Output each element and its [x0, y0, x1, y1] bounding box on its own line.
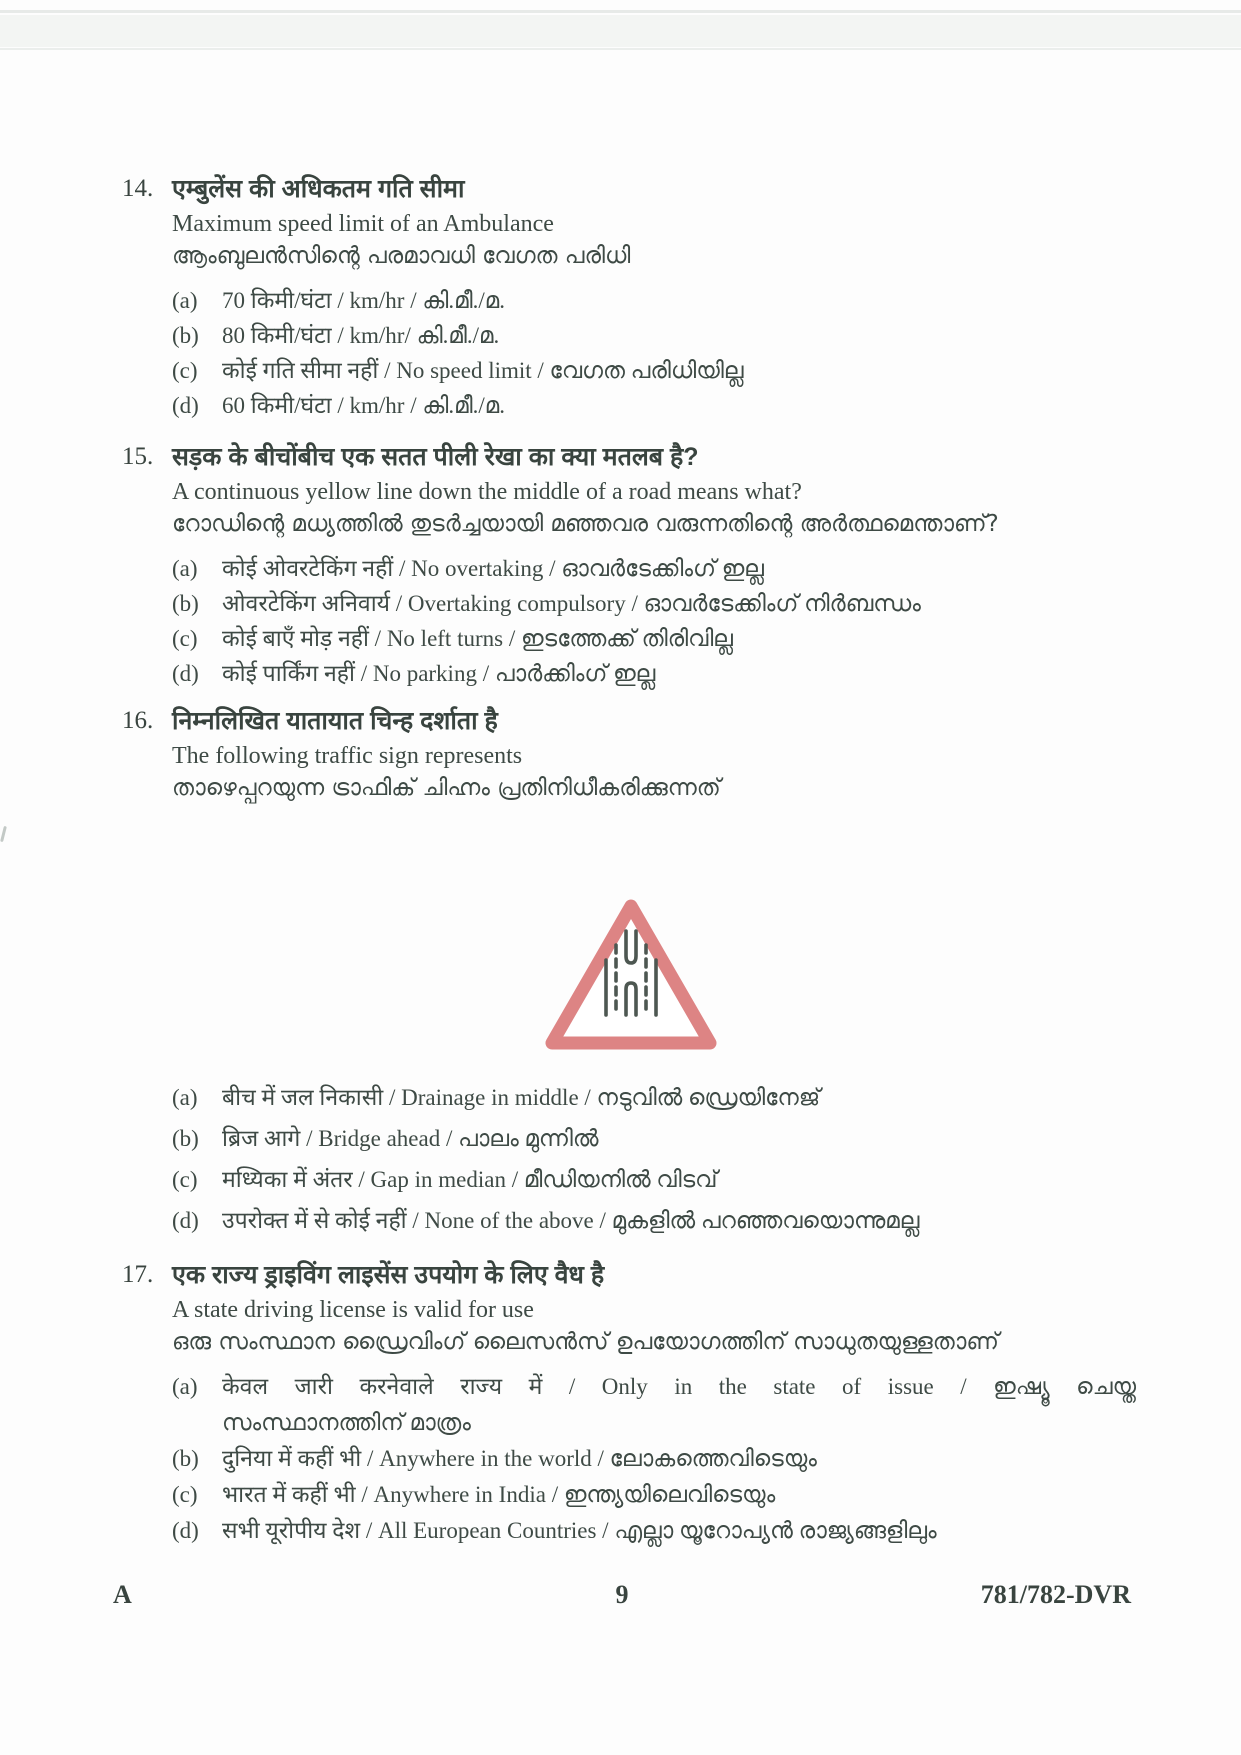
option-a: [172, 551, 1136, 586]
option-a: [172, 1077, 1136, 1118]
option-label: (c): [172, 626, 198, 651]
option-label: (c): [172, 1167, 198, 1192]
option-label: (b): [172, 1126, 199, 1151]
option-d: [172, 388, 1136, 423]
paper-code: 781/782-DVR: [980, 1580, 1131, 1609]
option-c: [172, 621, 1136, 656]
option-d: [172, 656, 1136, 691]
option-b: [172, 586, 1136, 621]
option-text: कोई बाएँ मोड़ नहीं / No left turns / ഇടത്തേക്ക് തിരിവില്ല: [222, 626, 733, 651]
question-prompt-malayalam: ആംബുലൻസിന്റെ പരമാവധി വേഗത പരിധി: [172, 243, 631, 269]
option-label: (b): [172, 591, 199, 616]
question-16-options: [172, 1077, 1136, 1241]
question-prompt-hindi: एक राज्य ड्राइविंग लाइसेंस उपयोग के लिए वैध है: [172, 1261, 605, 1289]
option-label: (c): [172, 358, 198, 383]
option-text-line2: സംസ്ഥാനത്തിന് മാത്രം: [222, 1410, 471, 1435]
scan-artifact-line: [0, 10, 1241, 13]
option-label: (a): [172, 288, 198, 313]
question-prompt-hindi: सड़क के बीचोंबीच एक सतत पीली रेखा का क्या मतलब है?: [172, 443, 699, 471]
warning-triangle-border: [552, 906, 710, 1043]
margin-stray-mark: [0, 826, 7, 842]
option-c: [172, 353, 1136, 388]
question-prompt-english: A state driving license is valid for use: [172, 1297, 534, 1323]
option-text: बीच में जल निकासी / Drainage in middle / നടുവിൽ ഡ്രെയിനേജ്: [222, 1085, 821, 1110]
question-number: 14.: [122, 175, 154, 202]
option-text: 70 किमी/घंटा / km/hr / കി.മീ./മ.: [222, 288, 505, 313]
question-prompt-english: Maximum speed limit of an Ambulance: [172, 211, 554, 237]
question-prompt-hindi: निम्नलिखित यातायात चिन्ह दर्शाता है: [172, 707, 498, 735]
option-label: (d): [172, 393, 199, 418]
option-label: (d): [172, 1518, 199, 1543]
question-prompt-malayalam: താഴെപ്പറയുന്ന ട്രാഫിക് ചിഹ്നം പ്രതിനിധീകരിക്കുന്നത്: [172, 775, 721, 801]
option-text: ओवरटेकिंग अनिवार्य / Overtaking compulsory / ഓവർടേക്കിംഗ് നിർബന്ധം: [222, 591, 921, 616]
option-text: कोई ओवरटेकिंग नहीं / No overtaking / ഓവർടേക്കിംഗ് ഇല്ല: [222, 556, 764, 581]
option-text: 60 किमी/घंटा / km/hr / കി.മീ./മ.: [222, 393, 505, 418]
question-prompt-hindi: एम्बुलेंस की अधिकतम गति सीमा: [172, 175, 465, 203]
option-text-line1: केवल जारी करनेवाले राज्य में / Only in the state of issue / ഇഷ്യൂ ചെയ്ത: [222, 1374, 1136, 1399]
option-b: [172, 318, 1136, 353]
question-prompt-english: The following traffic sign represents: [172, 743, 523, 769]
option-b: [172, 1118, 1136, 1159]
page-footer: [113, 1580, 1131, 1610]
option-c: [172, 1159, 1136, 1200]
option-text: 80 किमी/घंटा / km/hr/ കി.മീ./മ.: [222, 323, 500, 348]
option-text: दुनिया में कहीं भी / Anywhere in the world / ലോകത്തെവിടെയും: [222, 1446, 817, 1471]
question-number: 15.: [122, 443, 154, 470]
option-label: (d): [172, 1208, 199, 1233]
option-text: उपरोक्त में से कोई नहीं / None of the above / മുകളിൽ പറഞ്ഞവയൊന്നുമല്ല: [222, 1208, 920, 1233]
question-prompt-malayalam: റോഡിന്റെ മധ്യത്തിൽ തുടർച്ചയായി മഞ്ഞവര വരുന്നതിന്റെ അർത്ഥമെന്താണ്?: [172, 511, 999, 537]
question-17: [122, 1256, 1136, 1549]
scan-artifact-line: [0, 48, 1241, 50]
traffic-sign-image: [538, 894, 724, 1058]
option-c: [172, 1477, 1136, 1513]
question-prompt-malayalam: ഒരു സംസ്ഥാന ഡ്രൈവിംഗ് ലൈസൻസ് ഉപയോഗത്തിന് സാധുതയുള്ളതാണ്: [172, 1329, 999, 1355]
page-number: 9: [615, 1580, 629, 1609]
option-label: (c): [172, 1482, 198, 1507]
scan-artifact-band: [0, 15, 1241, 47]
booklet-code: A: [113, 1580, 132, 1609]
option-label: (b): [172, 323, 199, 348]
option-text: भारत में कहीं भी / Anywhere in India / ഇന്ത്യയിലെവിടെയും: [222, 1482, 776, 1507]
question-15: [122, 438, 1136, 691]
option-label: (a): [172, 556, 198, 581]
option-a: [172, 283, 1136, 318]
question-14: [122, 170, 1136, 423]
option-text: कोई पार्किंग नहीं / No parking / പാർക്കിംഗ് ഇല്ല: [222, 661, 656, 686]
option-d: [172, 1513, 1136, 1549]
option-label: (b): [172, 1446, 199, 1471]
question-prompt-english: A continuous yellow line down the middle of a road means what?: [172, 479, 802, 505]
option-text: मध्यिका में अंतर / Gap in median / മീഡിയനിൽ വിടവ്: [222, 1167, 718, 1192]
option-label: (a): [172, 1085, 198, 1110]
question-number: 17.: [122, 1261, 154, 1288]
gap-in-median-sign-svg: [538, 894, 724, 1058]
option-label: (d): [172, 661, 199, 686]
option-text: सभी यूरोपीय देश / All European Countries / എല്ലാ യൂറോപ്യൻ രാജ്യങ്ങളിലും: [222, 1518, 937, 1543]
option-d: [172, 1200, 1136, 1241]
option-label: (a): [172, 1374, 198, 1399]
question-16: [122, 702, 1136, 804]
option-text: कोई गति सीमा नहीं / No speed limit / വേഗത പരിധിയില്ല: [222, 358, 744, 383]
option-text: ब्रिज आगे / Bridge ahead / പാലം മുന്നിൽ: [222, 1126, 599, 1151]
question-number: 16.: [122, 707, 154, 734]
option-b: [172, 1441, 1136, 1477]
option-a: [172, 1369, 1136, 1441]
